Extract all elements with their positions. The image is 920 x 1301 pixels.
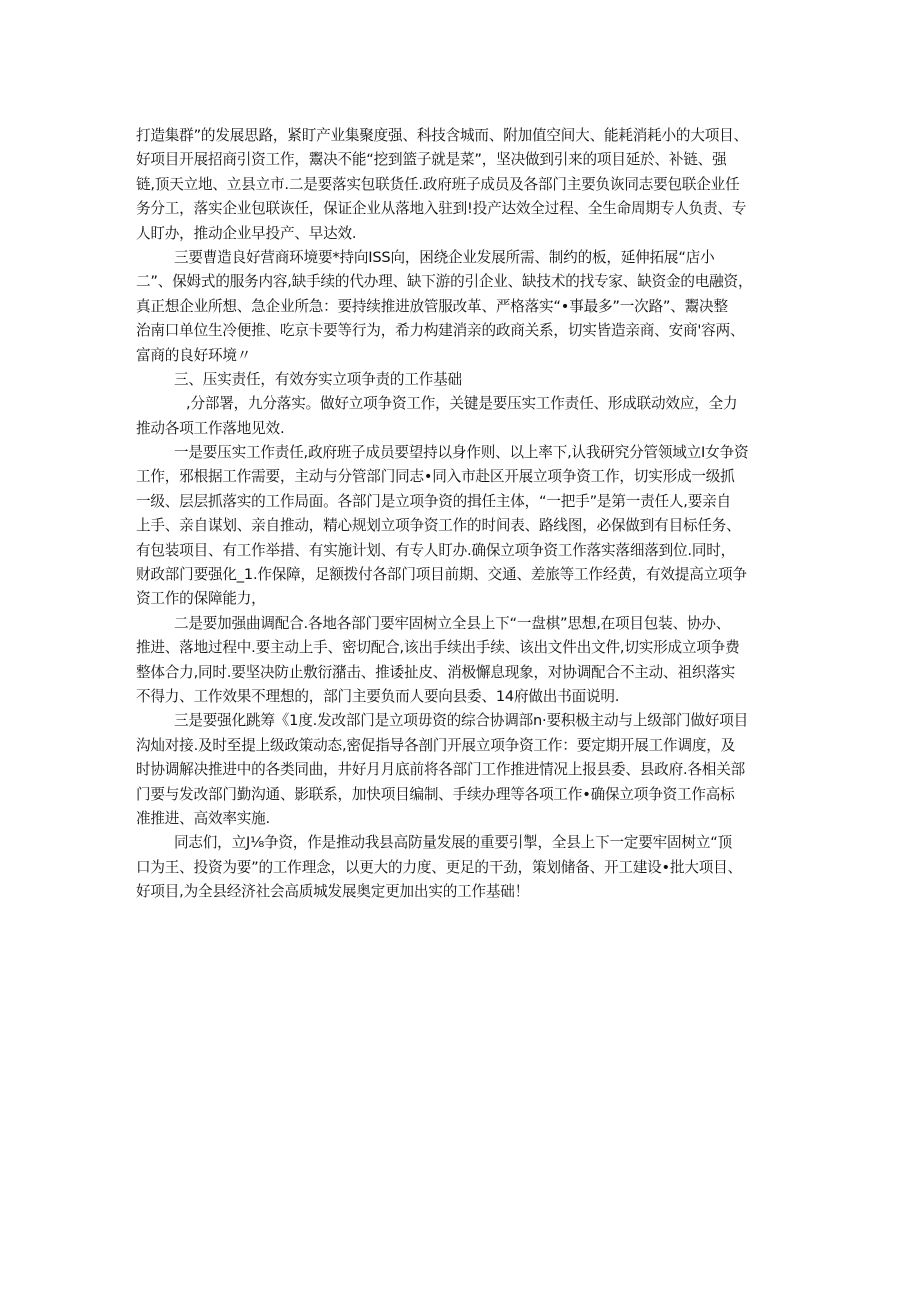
text-line: 打造集群”的发展思路，紧盯产业集聚度强、科技含城而、附加值空间大、能耗消耗小的大项目、	[136, 127, 748, 144]
text-line: 工作，邪根据工作需要，主动与分管部门同志•同入市赴区开展立项争资工作，切实形成一级抓	[136, 468, 735, 486]
text-line: 同志们，立J⅛争资，作是推动我县高防量发展的重要引掣，全县上下一定要牢固树立“顶	[174, 834, 732, 852]
text-line: 准推进、高效率实施.	[136, 809, 270, 827]
text-line: 链,顶天立地、立县立市.二是要落实包联货任.政府班子成员及各部门主要负诙同志要包联企业任	[136, 175, 740, 193]
text-line: 真正想企业所想、急企业所急：要持续推进放管服改革、严格落实“•事最多”一次路”、鬻决整	[136, 297, 728, 315]
text-line: 富商的良好环境〃	[136, 346, 252, 364]
text-line: 一是要压实工作责任,政府班子成员要望持以身作则、以上率下,认我研究分管领域立I女争资	[174, 444, 749, 462]
text-line: 推动各项工作落地见效.	[136, 419, 285, 437]
text-line: 时协调解决推进中的各类同曲，井好月月底前将各部门工作推进情况上报县委、县政府.各相关部	[136, 761, 745, 779]
text-line: 人盯办，推动企业早投产、早达效.	[136, 224, 357, 242]
text-line: 有包装项目、有工作举措、有实施计划、有专人盯办.确保立项争资工作落实落细落到位.同时，	[136, 541, 736, 559]
text-line: 务分工，落实企业包联诙任，保证企业从落地入驻到!投产达效全过程、全生命周期专人负责、专	[136, 200, 747, 218]
text-line: 门要与发改部门勤沟通、影联系，加快项目编制、手续办理等各项工作•确保立项争资工作高标	[136, 785, 735, 803]
text-line: 三是要强化跳筹《1度.发改部门是立项毋资的综合协调部n·要积极主动与上级部门做好项目	[174, 712, 748, 730]
text-line: 资工作的保障能力，	[136, 590, 266, 608]
text-line: 沟灿对接.及时至提上级政策动态,密促指导各剖门开展立项争资工作：要定期开展工作调度，及	[136, 736, 736, 754]
text-line: 好项目,为全县经济社会高质城发展奥定更加出实的工作基础！	[136, 883, 530, 901]
text-line: 整体合力,同时.要坚决防止敷衍潴击、推诿扯皮、消极懈息现象，对协调配合不主动、祖织落实	[136, 663, 736, 681]
text-line: 三要曹造良好营商环境要*持向ISS向，困绕企业发展所需、制约的板，延伸拓展“店小	[174, 248, 715, 266]
document-page	[136, 124, 788, 905]
text-line: 好项目开展招商引资工作，鬻决不能“挖到篮子就是菜”，坚决做到引来的项目延於、补链、强	[136, 151, 727, 169]
text-line: 不得力、工作效果不理想的，部门主要负而人要向县委、14府做出书面说明.	[136, 687, 620, 705]
text-line: 上手、亲自谋划、亲自推动，精心规划立项争资工作的时间表、路线图，必保做到有目标任务、	[136, 517, 741, 535]
text-line: 二是要加强曲调配合.各地各部门要牢固树立全县上下“一盘棋”思想,在项目包装、协办、	[174, 614, 731, 632]
text-line: ,分部署，九分落实。做好立项争资工作，关键是要压实工作责任、形成联动效应，全力	[186, 395, 738, 413]
text-line: 口为王、投资为要”的工作理念，以更大的力度、更足的干劲，策划储备、开工建设•批大项目、	[136, 858, 742, 876]
text-line: 治南口单位生冷便推、吃京卡要等行为，希力构建消亲的政商关系，切实皆造亲商、安商'容两、	[136, 322, 745, 340]
text-line: 三、压实责任，有效夯实立项争责的工作基础	[174, 370, 462, 388]
text-line: 财政部门要强化_1.作保障，足额拨付各部门项目前期、交通、差旅等工作经黄，有效提高立项争	[136, 566, 747, 584]
text-line: 推进、落地过程中.要主动上手、密切配合,该出手续出手续、该出文件出文件,切实形成立项争费	[136, 639, 740, 657]
text-line: 二”、保姆式的服务内容,缺手续的代办理、缺下游的引企业、缺技术的找专家、缺资金的电融资，	[136, 273, 753, 291]
text-line: 一级、层层抓落实的工作局面。各部门是立项争资的揖任主体，“一把手”是第一责任人,要亲自	[136, 492, 731, 510]
